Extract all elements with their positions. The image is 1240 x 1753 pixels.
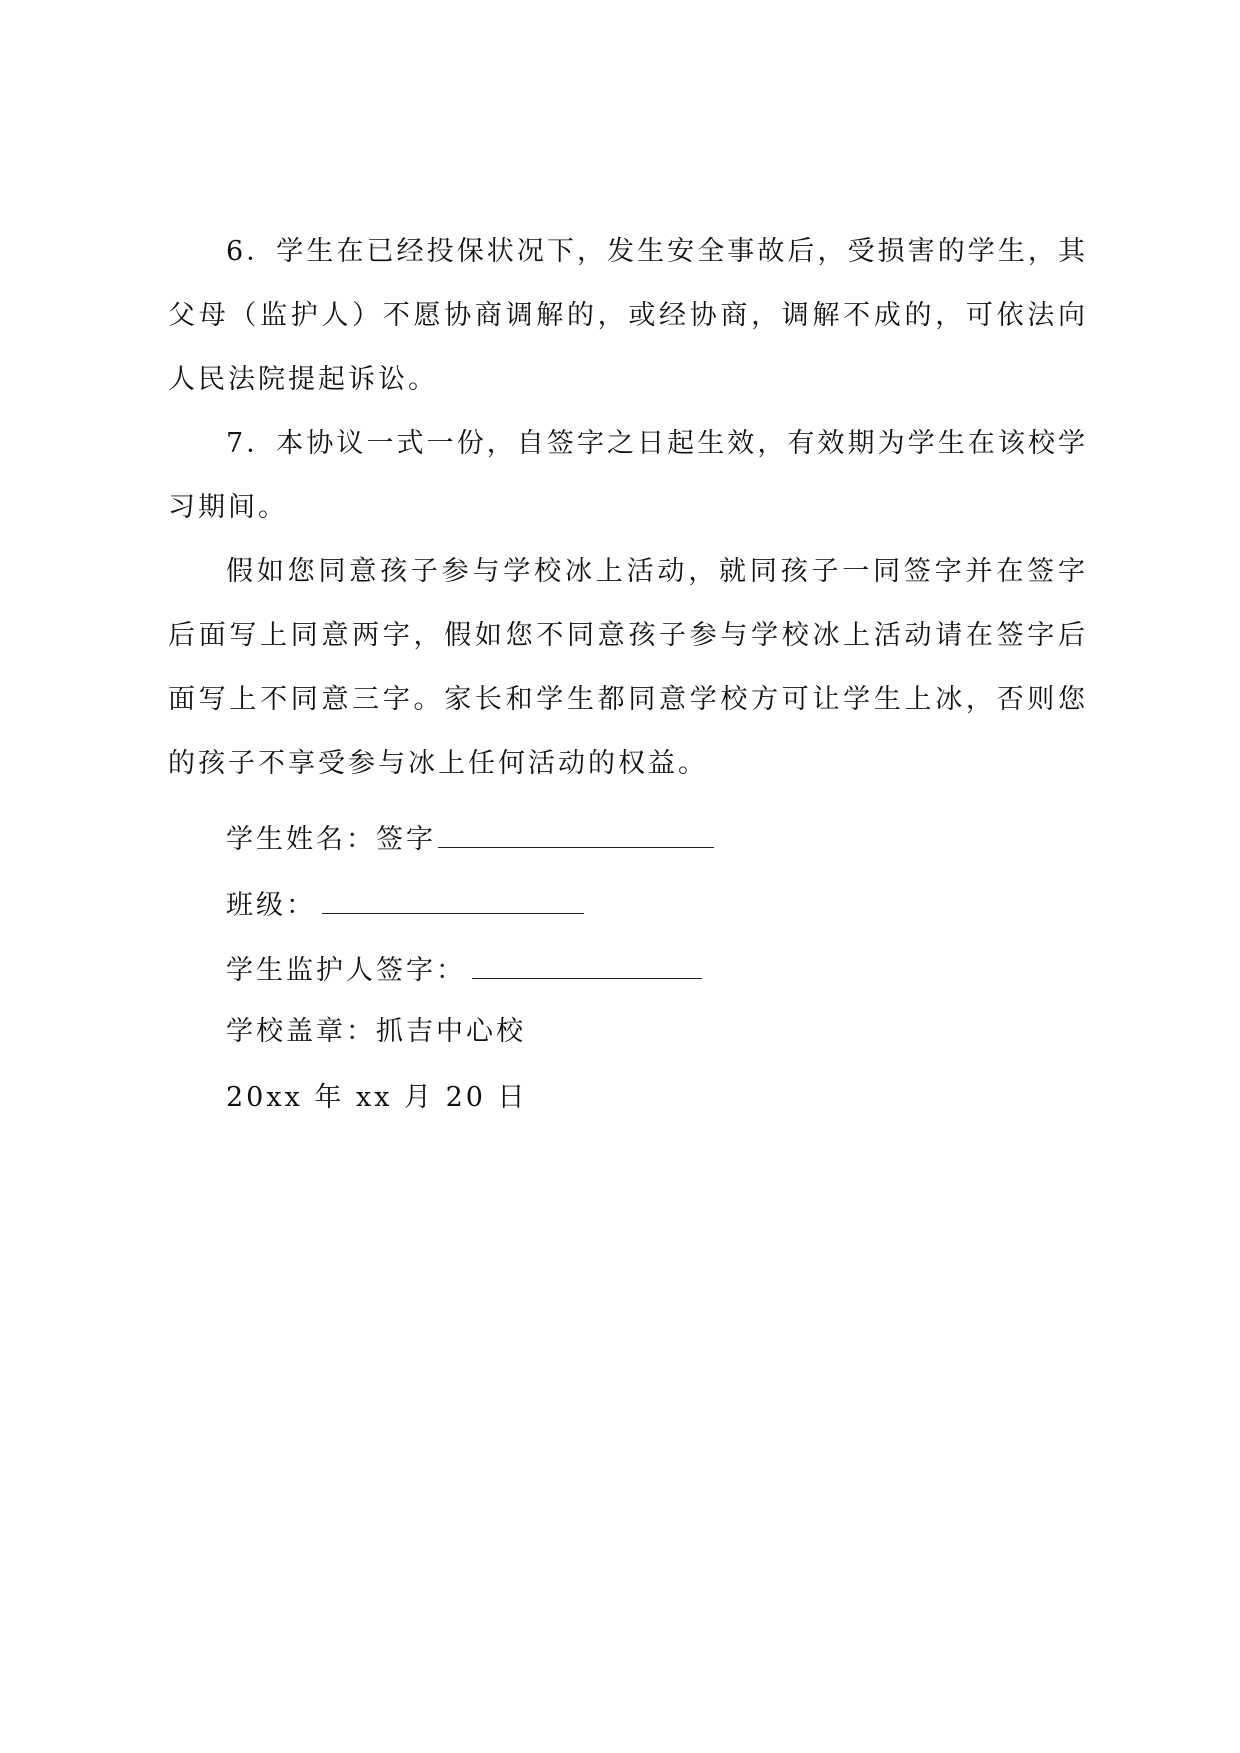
- class-line: [226, 883, 584, 926]
- guardian-signature-label: 学生监护人签字：: [226, 955, 466, 986]
- student-name-label: 学生姓名：签字: [226, 824, 436, 855]
- clause-6-paragraph: 6．学生在已经投保状况下，发生安全事故后，受损害的学生，其父母（监护人）不愿协商调解的，或经协商，调解不成的，可依法向人民法院提起诉讼。: [168, 236, 1088, 395]
- guardian-signature-line: [226, 948, 702, 991]
- student-signature-blank: [438, 817, 714, 848]
- school-seal-line: 学校盖章：抓吉中心校: [226, 1016, 526, 1047]
- student-signature-line: [226, 817, 714, 860]
- guardian-signature-blank: [472, 948, 702, 979]
- class-label: 班级：: [226, 890, 316, 921]
- class-blank: [322, 883, 584, 914]
- consent-instruction-paragraph: 假如您同意孩子参与学校冰上活动，就同孩子一同签字并在签字后面写上同意两字，假如您不同意孩子参与学校冰上活动请在签字后面写上不同意三字。家长和学生都同意学校方可让学生上冰，否则您的孩子不享受参与冰上任何活动的权益。: [168, 556, 1088, 779]
- clause-7-paragraph: 7．本协议一式一份，自签字之日起生效，有效期为学生在该校学习期间。: [168, 428, 1088, 523]
- date-line: 20xx 年 xx 月 20 日: [226, 1082, 528, 1113]
